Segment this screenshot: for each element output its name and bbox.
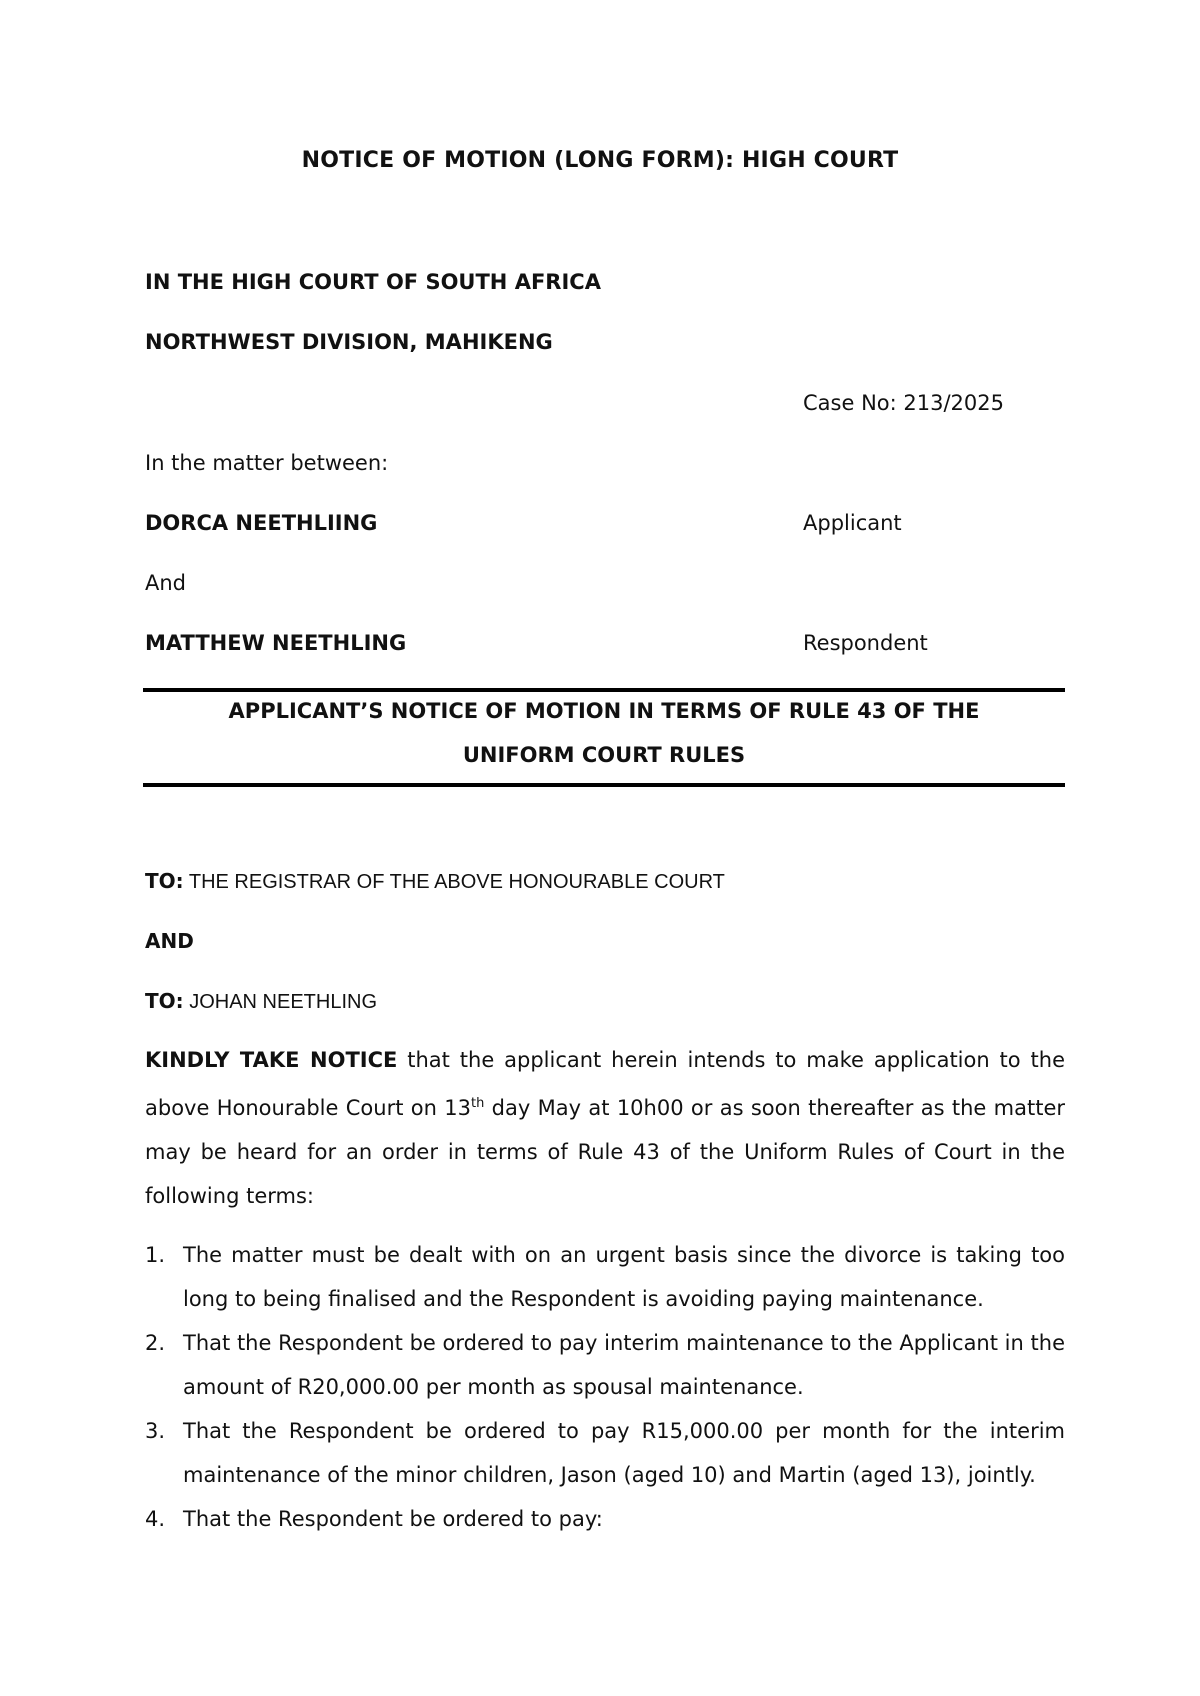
applicant-name: DORCA NEETHLIING (145, 511, 378, 535)
list-number: 2. (145, 1331, 166, 1355)
to-label: TO: (145, 869, 184, 893)
notice-lead: KINDLY TAKE NOTICE (145, 1048, 398, 1072)
order-terms-list (145, 1233, 1065, 1541)
addressee-value: THE REGISTRAR OF THE ABOVE HONOURABLE COURT (183, 871, 725, 893)
list-item (145, 1233, 1065, 1321)
applicant-role: Applicant (803, 511, 902, 535)
bottom-rule (143, 783, 1065, 787)
addressee-value: JOHAN NEETHLING (183, 991, 378, 1013)
ordinal-suffix: th (471, 1096, 485, 1111)
court-name: IN THE HIGH COURT OF SOUTH AFRICA (145, 270, 601, 294)
top-rule (143, 688, 1065, 692)
list-number: 4. (145, 1507, 166, 1531)
list-item (145, 1409, 1065, 1497)
notice-text-continued: day May at 10h00 or as soon thereafter as the matter may be heard for an order in terms of Rule 43 of the Uniform Rules of Court in the following terms: (145, 1096, 1066, 1208)
respondent-name: MATTHEW NEETHLING (145, 631, 407, 655)
list-text: That the Respondent be ordered to pay interim maintenance to the Applicant in the amount of R20,000.00 per month as spousal maintenance. (183, 1331, 1065, 1399)
parties-intro: In the matter between: (145, 451, 389, 475)
list-number: 1. (145, 1243, 166, 1267)
list-item (145, 1321, 1065, 1409)
and-label: AND (145, 929, 194, 953)
motion-title-line-2: UNIFORM COURT RULES (462, 743, 746, 767)
notice-text: that the applicant herein intends to make application to the above Honourable Court on 13 (145, 1048, 1065, 1120)
case-number: Case No: 213/2025 (803, 391, 1004, 415)
addressee-respondent (145, 989, 377, 1014)
list-text: That the Respondent be ordered to pay R15,000.00 per month for the interim maintenance of the minor children, Jason (aged 10) and Martin (aged 13), jointly. (183, 1419, 1065, 1487)
list-number: 3. (145, 1419, 166, 1443)
list-text: The matter must be dealt with on an urgent basis since the divorce is taking too long to being finalised and the Respondent is avoiding paying maintenance. (183, 1243, 1065, 1311)
document-title: NOTICE OF MOTION (LONG FORM): HIGH COURT (301, 148, 899, 173)
notice-paragraph (145, 1038, 1065, 1218)
list-text: That the Respondent be ordered to pay: (183, 1507, 603, 1531)
addressee-registrar (145, 869, 725, 894)
to-label: TO: (145, 989, 184, 1013)
respondent-role: Respondent (803, 631, 928, 655)
motion-title-line-1: APPLICANT’S NOTICE OF MOTION IN TERMS OF RULE 43 OF THE (228, 699, 980, 723)
court-division: NORTHWEST DIVISION, MAHIKENG (145, 330, 553, 354)
list-item (145, 1497, 1065, 1541)
parties-conjunction: And (145, 571, 187, 595)
